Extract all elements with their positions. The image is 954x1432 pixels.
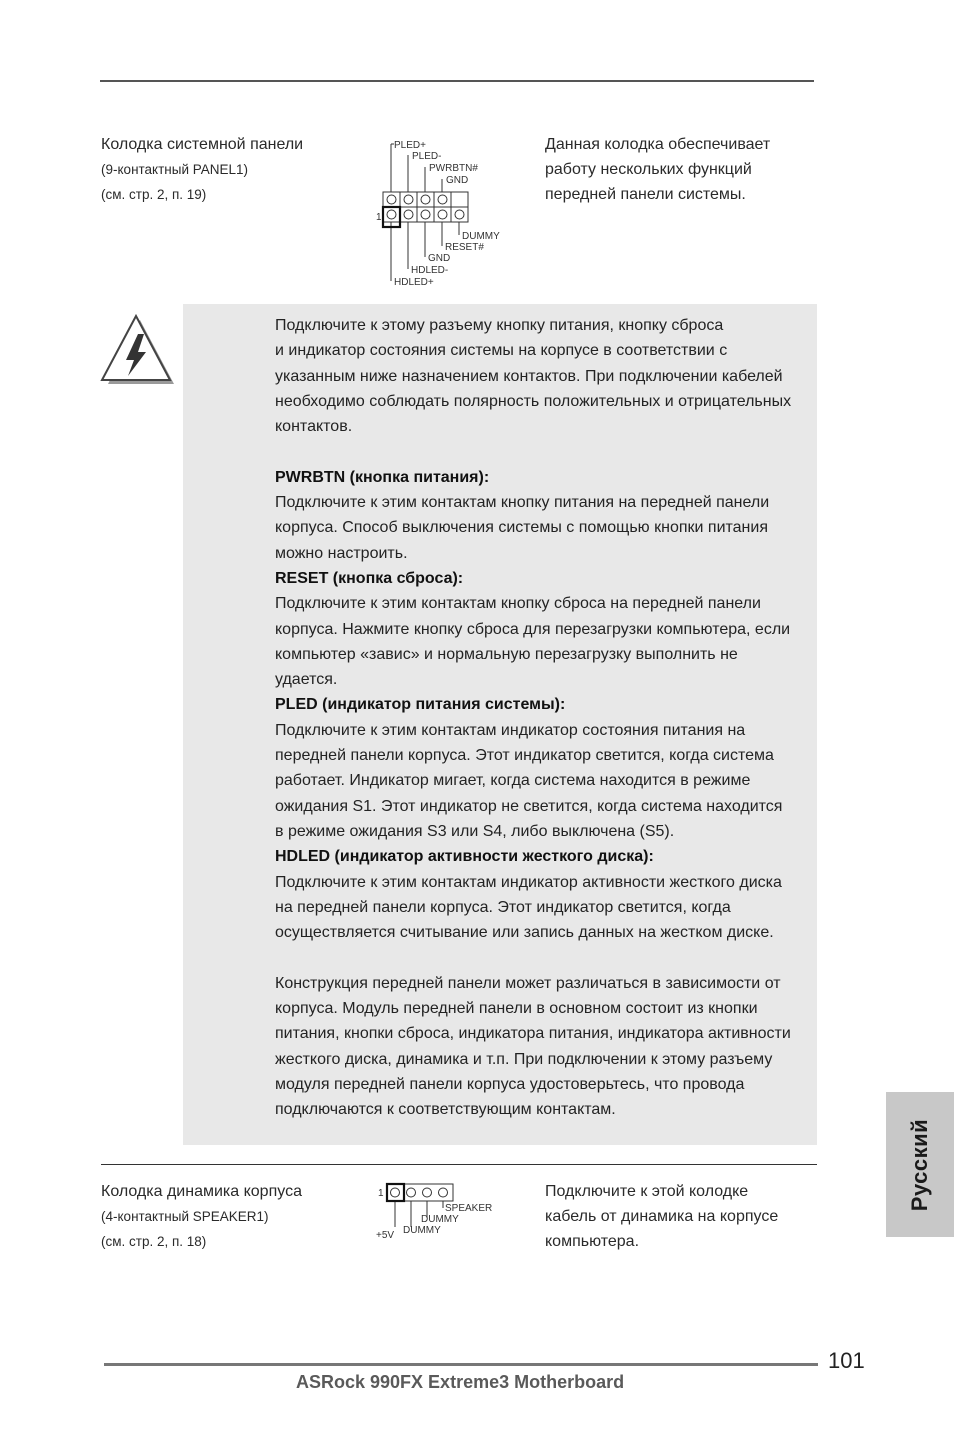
reset-line: удается. [275, 671, 338, 689]
pled-line: Подключите к этим контактам индикатор состояния питания на [275, 721, 746, 739]
description-line: Данная колодка обеспечивает [545, 136, 771, 153]
speaker-header-ref: (см. стр. 2, п. 18) [101, 1234, 207, 1249]
label-gnd-top: GND [446, 175, 469, 186]
language-tab-text: Русский [907, 1118, 932, 1211]
panel-header-title: Колодка системной панели [101, 136, 304, 153]
speaker-header-info [101, 1179, 302, 1254]
footer-rule [104, 1363, 818, 1366]
pwrbtn-heading: PWRBTN (кнопка питания): [275, 468, 490, 486]
speaker-label-dummy-lower: DUMMY [403, 1225, 441, 1236]
description-line: передней панели системы. [545, 186, 746, 203]
notice-intro-line: и индикатор состояния системы на корпусе в соответствии с [275, 342, 728, 360]
panel-header-ref: (см. стр. 2, п. 19) [101, 187, 207, 202]
speaker-header-diagram [372, 1180, 504, 1242]
panel-header-diagram [372, 136, 512, 288]
speaker-label-pin-one: 1 [378, 1188, 384, 1199]
notice-intro-line: контактов. [275, 418, 353, 436]
label-dummy: DUMMY [462, 231, 500, 242]
reset-heading: RESET (кнопка сброса): [275, 569, 464, 587]
speaker-header-description [545, 1179, 778, 1254]
speaker-header-title: Колодка динамика корпуса [101, 1183, 302, 1200]
outro-line: подключаются к соответствующим контактам. [275, 1101, 616, 1119]
label-hdled-plus: HDLED+ [394, 277, 434, 288]
outro-line: питания, кнопки сброса, индикатора питания, индикатора активности [275, 1025, 791, 1043]
top-rule [100, 80, 814, 82]
label-reset: RESET# [445, 242, 484, 253]
hdled-line: осуществляется считывание или запись данных на жестком диске. [275, 924, 774, 942]
pwrbtn-line: Подключите к этим контактам кнопку питания на передней панели [275, 494, 770, 512]
label-hdled-minus: HDLED- [411, 265, 449, 276]
speaker-pin1-marker [387, 1184, 404, 1201]
label-pled-minus: PLED- [412, 151, 442, 162]
page-number: 101 [828, 1348, 865, 1373]
panel-header-description [545, 132, 770, 207]
pled-line: работает. Индикатор мигает, когда система находится в режиме [275, 772, 751, 790]
reset-line: компьютер «завис» и нормальную перезагрузку выполнить не [275, 645, 738, 663]
hdled-line: на передней панели корпуса. Этот индикатор светится, когда [275, 898, 731, 916]
outro-line: модуля передней панели корпуса удостоверьтесь, что провода [275, 1075, 745, 1093]
label-pin-one: 1 [376, 212, 382, 223]
speaker-label-speaker: SPEAKER [445, 1203, 493, 1214]
panel-header-info [101, 132, 303, 207]
panel-header-subtitle: (9-контактный PANEL1) [101, 162, 249, 177]
label-pled-plus: PLED+ [394, 140, 426, 151]
label-pwrbtn: PWRBTN# [429, 163, 478, 174]
outro-line: Конструкция передней панели может различаться в зависимости от [275, 974, 781, 992]
notice-intro-line: Подключите к этому разъему кнопку питания, кнопку сброса [275, 317, 724, 334]
section-rule [101, 1164, 817, 1165]
pled-heading: PLED (индикатор питания системы): [275, 696, 566, 714]
description-line: Подключите к этой колодке [545, 1183, 749, 1200]
description-line: кабель от динамика на корпусе [545, 1208, 779, 1225]
pwrbtn-line: корпуса. Способ выключения системы с помощью кнопки питания [275, 519, 768, 537]
pled-line: передней панели корпуса. Этот индикатор светится, когда система [275, 747, 774, 765]
pled-line: в режиме ожидания S3 или S4, либо выключена (S5). [275, 822, 675, 840]
notice-intro-line: указанным ниже назначением контактов. При подключении кабелей [275, 367, 783, 385]
speaker-header-subtitle: (4-контактный SPEAKER1) [101, 1209, 269, 1224]
hdled-line: Подключите к этим контактам индикатор активности жесткого диска [275, 873, 782, 891]
speaker-label-dummy-upper: DUMMY [421, 1214, 459, 1225]
pwrbtn-line: можно настроить. [275, 544, 408, 562]
language-tab-label [886, 1092, 954, 1237]
pled-line: ожидания S1. Этот индикатор не светится, когда система находится [275, 797, 783, 815]
description-line: компьютера. [545, 1233, 640, 1250]
hdled-heading: HDLED (индикатор активности жесткого диска): [275, 848, 654, 866]
outro-line: жесткого диска, динамика и т.п. При подключении к этому разъему [275, 1050, 773, 1068]
outro-line: корпуса. Модуль передней панели в основном состоит из кнопки [275, 1000, 758, 1018]
label-gnd-bottom: GND [428, 253, 451, 264]
notice-text [275, 313, 823, 1123]
reset-line: Подключите к этим контактам кнопку сброса на передней панели [275, 595, 761, 613]
warning-lightning-icon [100, 314, 176, 386]
speaker-label-5v: +5V [376, 1230, 395, 1241]
footer-title: ASRock 990FX Extreme3 Motherboard [296, 1372, 625, 1392]
reset-line: корпуса. Нажмите кнопку сброса для перезагрузки компьютера, если [275, 620, 791, 638]
description-line: работу нескольких функций [545, 161, 752, 178]
notice-intro-line: необходимо соблюдать полярность положительных и отрицательных [275, 392, 792, 410]
